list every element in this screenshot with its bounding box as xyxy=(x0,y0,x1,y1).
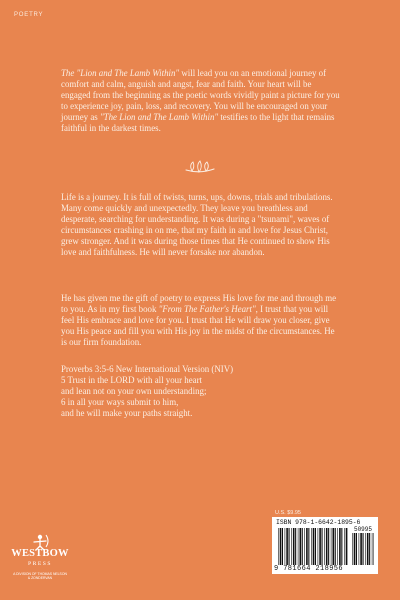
addon-barcode xyxy=(352,533,374,565)
blurb-text: , I trust that you will feel His embrace and love for you. I trust that He will draw you closer, give you His peace and fill you with His joy in the midst of the circumstances. He is our firm foundation. xyxy=(61,304,335,348)
book-title-italic: "From The Father's Heart" xyxy=(158,304,256,315)
scripture-verse xyxy=(61,364,341,419)
blurb-text: testifies to the light that remains faithful in the darkest times. xyxy=(61,112,335,134)
publisher-name: WESTBOW xyxy=(11,548,69,559)
publisher-press: PRESS xyxy=(28,561,52,567)
price-label: U.S. $9.95 xyxy=(275,510,301,516)
category-label: POETRY xyxy=(14,12,44,18)
tagline-line: & ZONDERVAN xyxy=(27,576,53,581)
verse-line: and he will make your paths straight. xyxy=(61,408,193,419)
blurb-text: He has given me the gift of poetry to express His love for me and through me to you. As in my first book xyxy=(61,293,337,315)
tagline-line: A DIVISION OF THOMAS NELSON xyxy=(13,572,67,576)
isbn-text: ISBN 978-1-6642-1895-6 xyxy=(276,519,361,526)
wheat-branch-ornament-icon xyxy=(184,157,216,175)
book-title-italic: The "Lion and The Lamb Within" xyxy=(61,68,180,78)
verse-line: 5 Trust in the LORD with all your heart xyxy=(61,375,203,386)
book-title-italic: "The Lion and The Lamb Within" xyxy=(99,112,219,123)
ean-barcode xyxy=(278,528,348,565)
publisher-tagline xyxy=(10,572,70,580)
blurb-paragraph-2: Life is a journey. It is full of twists, turns, ups, downs, trials and tribulations. Many come quickly and unexpectedly. They leave you breathless and desperate, searching for understanding. It was during a "tsunami", waves of circumstances crashing in on me, that my faith in and love for Jesus Christ, grew stronger. And it was during those times that He continued to show His love and faithfulness. He will never forsake nor abandon. xyxy=(61,192,333,258)
barcode-digits: 9 781664 218956 xyxy=(274,565,344,573)
verse-line: 6 in all your ways submit to him, xyxy=(61,397,179,408)
price-addon-number: 50995 xyxy=(353,526,372,533)
verse-heading: Proverbs 3:5-6 New International Version (NIV) xyxy=(61,364,234,374)
barcode-panel xyxy=(272,517,378,574)
blurb-text: will lead you on an emotional journey of comfort and calm, anguish and angst, fear and faith. Your heart will be engaged from the beginning as the poetic words vividly paint a picture for you to experience joy, pain, loss, and recovery. You will be encouraged on your journey as xyxy=(61,68,340,123)
blurb-paragraph-1 xyxy=(61,68,341,135)
blurb-paragraph-3 xyxy=(61,293,341,348)
verse-line: and lean not on your own understanding; xyxy=(61,386,207,397)
